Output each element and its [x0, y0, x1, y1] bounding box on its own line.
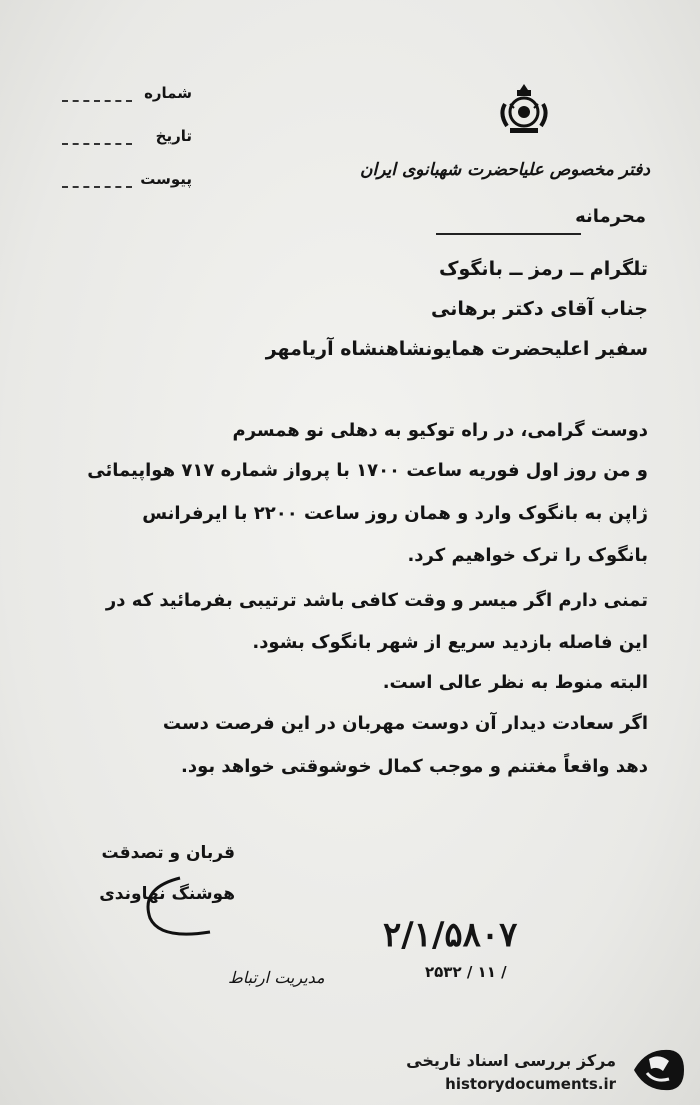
body-line: و من روز اول فوریه ساعت ۱۷۰۰ با پرواز شماره ۷۱۷ هواپیمائی: [87, 460, 648, 481]
date-field-label: تاریخ: [155, 127, 192, 145]
classification-underline: [436, 233, 581, 235]
classification-label: محرمانه: [575, 206, 646, 227]
body-line: این فاصله بازدید سریع از شهر بانگوک بشود.: [252, 632, 648, 653]
number-field-label: شماره: [144, 84, 192, 102]
watermark-url: historydocuments.ir: [445, 1075, 616, 1093]
body-line: دوست گرامی، در راه توکیو به دهلی نو همسرم: [232, 420, 648, 441]
attachment-field-line: [62, 186, 132, 188]
telegram-line: تلگرام ــ رمز ــ بانگوک: [439, 258, 648, 280]
signatory-name: هوشنگ نهاوندی: [99, 884, 235, 904]
document-number: ۲/۱/۵۸۰۷: [383, 915, 518, 955]
date-field: [62, 127, 192, 149]
date-field-line: [62, 143, 132, 145]
body-line: اگر سعادت دیدار آن دوست مهربان در این فرصت دست: [162, 713, 648, 734]
number-field-line: [62, 100, 132, 102]
body-line: البته منوط به نظر عالی است.: [382, 672, 648, 693]
recipient-line: جناب آقای دکتر برهانی: [430, 298, 648, 320]
signature-flourish: [135, 870, 245, 940]
body-line: دهد واقعاً مغتنم و موجب کمال خوشوقتی خواهد بود.: [181, 756, 648, 777]
lion-and-sun-emblem-icon: [497, 82, 551, 136]
attachment-field-label: پیوست: [140, 170, 192, 188]
ambassador-line: سفیر اعلیحضرت همایونشاهنشاه آریامهر: [265, 338, 648, 360]
registry-note: مدیریت ارتباط: [228, 968, 325, 987]
archive-logo-icon: [629, 1045, 687, 1095]
body-line: تمنی دارم اگر میسر و وقت کافی باشد ترتیبی بفرمائید که در: [105, 590, 648, 611]
watermark-brand: مرکز بررسی اسناد تاریخی: [406, 1051, 616, 1070]
office-heading: دفتر مخصوص علیاحضرت شهبانوی ایران: [359, 160, 650, 180]
attachment-field: [62, 170, 192, 192]
body-line: ژاپن به بانگوک وارد و همان روز ساعت ۲۲۰۰ با ایرفرانس: [142, 503, 648, 524]
closing-salutation: قربان و تصدقت: [101, 843, 235, 863]
body-line: بانگوک را ترک خواهیم کرد.: [407, 545, 648, 566]
registration-date: ۲۵۳۲ / ۱۱ /: [425, 963, 507, 981]
number-field: [62, 84, 192, 106]
